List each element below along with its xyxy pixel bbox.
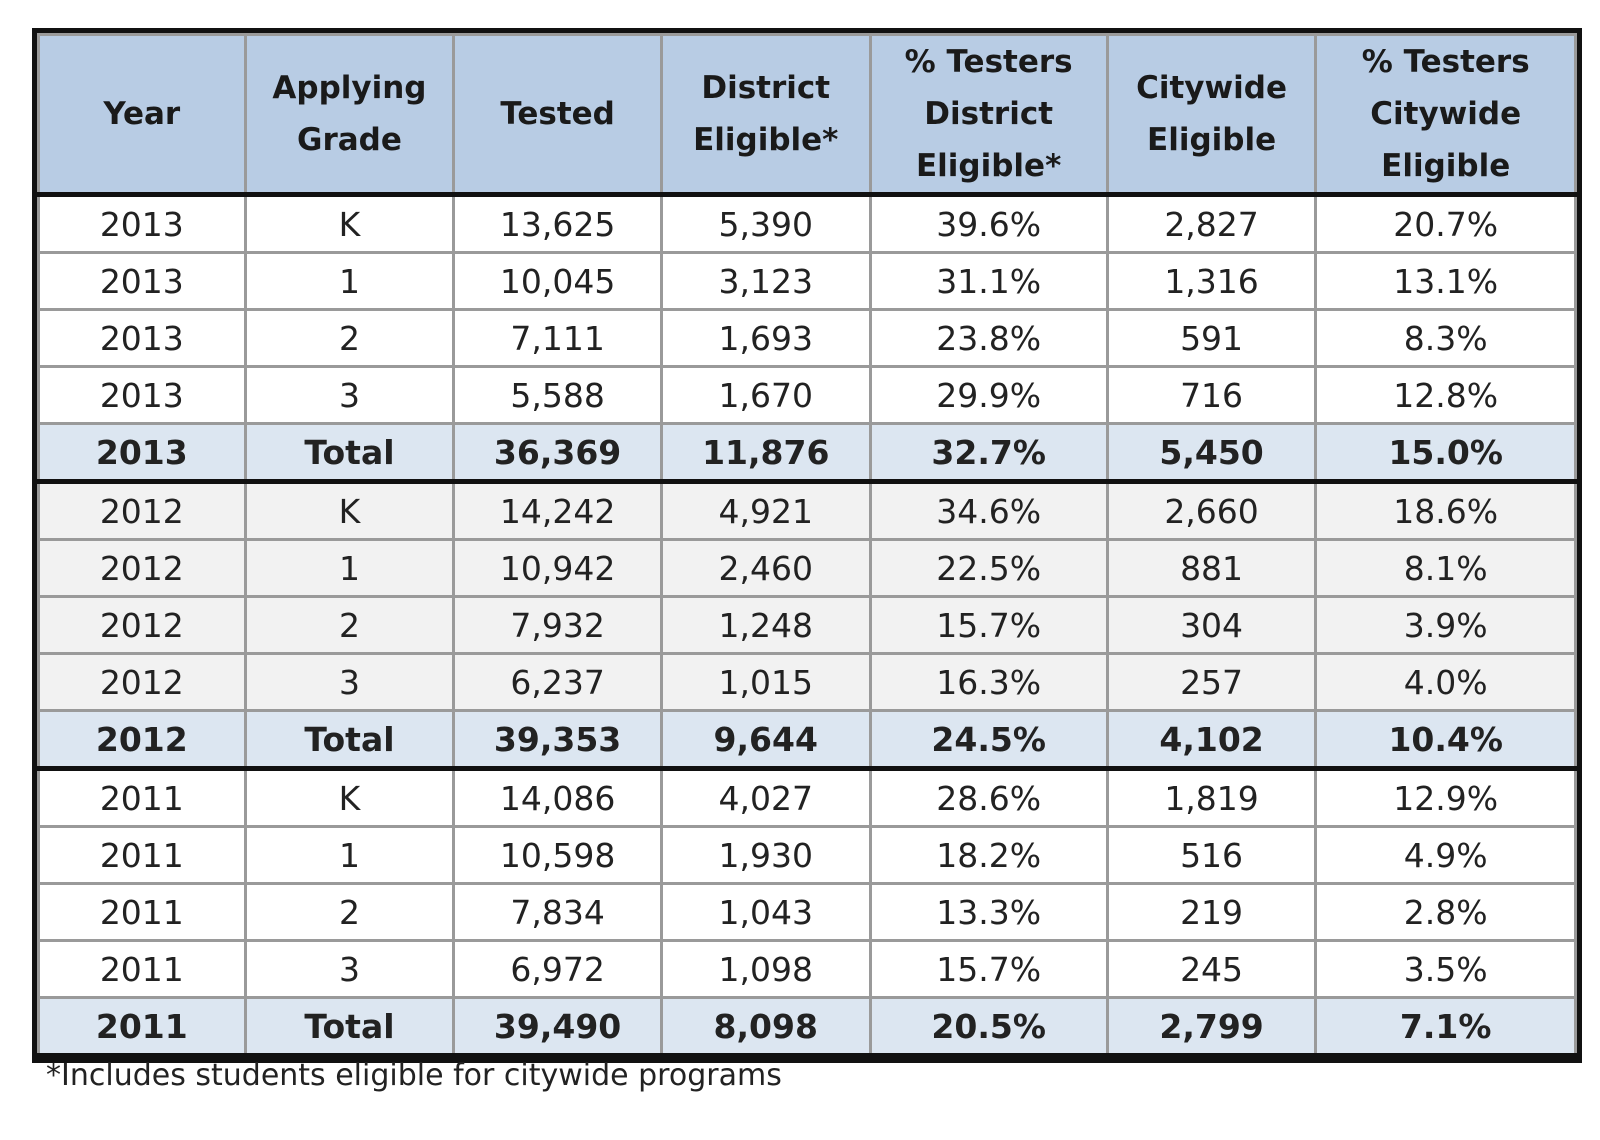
header-row	[39, 35, 1576, 195]
total-cell: 2012	[39, 711, 246, 769]
table-cell: 8.1%	[1316, 540, 1576, 597]
table-row	[39, 769, 1576, 827]
table-cell: 13.1%	[1316, 253, 1576, 310]
table-cell: 15.7%	[870, 597, 1107, 654]
total-cell: 39,490	[454, 998, 662, 1056]
table-cell: 257	[1107, 654, 1316, 711]
table-cell: 4,921	[661, 482, 870, 540]
header-tested: Tested	[454, 35, 662, 195]
table-cell: 1	[245, 827, 454, 884]
table-cell: 3	[245, 367, 454, 424]
table-cell: 15.7%	[870, 941, 1107, 998]
header-applying-grade: Applying Grade	[245, 35, 454, 195]
table-cell: 2013	[39, 367, 246, 424]
table-cell: 591	[1107, 310, 1316, 367]
table-cell: 881	[1107, 540, 1316, 597]
table-cell: 2,660	[1107, 482, 1316, 540]
table-cell: 2	[245, 597, 454, 654]
table-cell: 20.7%	[1316, 195, 1576, 253]
table-cell: K	[245, 769, 454, 827]
table-cell: 1,248	[661, 597, 870, 654]
table-cell: 1,043	[661, 884, 870, 941]
total-cell: 32.7%	[870, 424, 1107, 482]
total-cell: 9,644	[661, 711, 870, 769]
table-row	[39, 884, 1576, 941]
table-header	[39, 35, 1576, 195]
total-cell: 8,098	[661, 998, 870, 1056]
table-cell: 2	[245, 884, 454, 941]
table-cell: 39.6%	[870, 195, 1107, 253]
table-cell: 12.9%	[1316, 769, 1576, 827]
table-cell: 16.3%	[870, 654, 1107, 711]
table-row	[39, 195, 1576, 253]
table-cell: 2011	[39, 769, 246, 827]
table-row	[39, 253, 1576, 310]
results-table	[37, 33, 1577, 1058]
total-cell: 39,353	[454, 711, 662, 769]
table-cell: 3	[245, 654, 454, 711]
table-cell: 4.0%	[1316, 654, 1576, 711]
total-row	[39, 998, 1576, 1056]
table-cell: 5,390	[661, 195, 870, 253]
table-row	[39, 654, 1576, 711]
table-cell: 3	[245, 941, 454, 998]
table-cell: 10,942	[454, 540, 662, 597]
year-group-2012	[39, 482, 1576, 769]
table-cell: 1	[245, 540, 454, 597]
table-cell: 13,625	[454, 195, 662, 253]
year-group-2013	[39, 195, 1576, 482]
table-cell: 716	[1107, 367, 1316, 424]
total-cell: 5,450	[1107, 424, 1316, 482]
table-cell: 6,972	[454, 941, 662, 998]
table-cell: 23.8%	[870, 310, 1107, 367]
table-cell: 2011	[39, 941, 246, 998]
table-cell: 14,242	[454, 482, 662, 540]
table-cell: 2013	[39, 253, 246, 310]
table-row	[39, 310, 1576, 367]
table-cell: 2012	[39, 654, 246, 711]
table-cell: 2012	[39, 482, 246, 540]
table-cell: 7,111	[454, 310, 662, 367]
table-cell: 516	[1107, 827, 1316, 884]
total-row	[39, 711, 1576, 769]
table-cell: 7,834	[454, 884, 662, 941]
table-cell: 2012	[39, 597, 246, 654]
table-cell: 28.6%	[870, 769, 1107, 827]
table-cell: 8.3%	[1316, 310, 1576, 367]
table-cell: 4,027	[661, 769, 870, 827]
table-cell: 18.6%	[1316, 482, 1576, 540]
table-cell: K	[245, 482, 454, 540]
table-row	[39, 941, 1576, 998]
header-citywide-eligible: Citywide Eligible	[1107, 35, 1316, 195]
table-footnote: *Includes students eligible for citywide programs	[46, 1058, 782, 1093]
table-cell: 2013	[39, 310, 246, 367]
table-cell: 1	[245, 253, 454, 310]
table-cell: 2011	[39, 884, 246, 941]
table-cell: 219	[1107, 884, 1316, 941]
table-row	[39, 540, 1576, 597]
table-cell: 4.9%	[1316, 827, 1576, 884]
table-cell: 18.2%	[870, 827, 1107, 884]
total-cell: 36,369	[454, 424, 662, 482]
table-cell: 1,316	[1107, 253, 1316, 310]
table-row	[39, 482, 1576, 540]
table-cell: 6,237	[454, 654, 662, 711]
year-group-2011	[39, 769, 1576, 1056]
table-cell: 31.1%	[870, 253, 1107, 310]
table-cell: 22.5%	[870, 540, 1107, 597]
total-cell: Total	[245, 424, 454, 482]
table-cell: 1,930	[661, 827, 870, 884]
table-cell: 1,098	[661, 941, 870, 998]
header-pct-citywide-eligible: % Testers Citywide Eligible	[1316, 35, 1576, 195]
table-cell: 29.9%	[870, 367, 1107, 424]
table-cell: 3.9%	[1316, 597, 1576, 654]
table-cell: 304	[1107, 597, 1316, 654]
total-cell: 10.4%	[1316, 711, 1576, 769]
table-row	[39, 367, 1576, 424]
results-table-container	[32, 28, 1582, 1063]
table-cell: K	[245, 195, 454, 253]
table-cell: 2	[245, 310, 454, 367]
table-cell: 10,598	[454, 827, 662, 884]
table-cell: 3,123	[661, 253, 870, 310]
total-cell: 2013	[39, 424, 246, 482]
header-year: Year	[39, 35, 246, 195]
table-cell: 2.8%	[1316, 884, 1576, 941]
total-cell: 7.1%	[1316, 998, 1576, 1056]
total-cell: Total	[245, 998, 454, 1056]
table-cell: 2,827	[1107, 195, 1316, 253]
table-cell: 2011	[39, 827, 246, 884]
header-district-eligible: District Eligible*	[661, 35, 870, 195]
total-cell: 4,102	[1107, 711, 1316, 769]
total-cell: 2011	[39, 998, 246, 1056]
table-cell: 245	[1107, 941, 1316, 998]
table-cell: 13.3%	[870, 884, 1107, 941]
table-cell: 1,819	[1107, 769, 1316, 827]
table-cell: 2,460	[661, 540, 870, 597]
total-cell: 24.5%	[870, 711, 1107, 769]
header-pct-district-eligible: % Testers District Eligible*	[870, 35, 1107, 195]
table-cell: 1,015	[661, 654, 870, 711]
table-cell: 1,693	[661, 310, 870, 367]
table-cell: 1,670	[661, 367, 870, 424]
table-row	[39, 597, 1576, 654]
table-cell: 2013	[39, 195, 246, 253]
table-cell: 5,588	[454, 367, 662, 424]
table-cell: 3.5%	[1316, 941, 1576, 998]
table-cell: 2012	[39, 540, 246, 597]
total-cell: 20.5%	[870, 998, 1107, 1056]
table-cell: 14,086	[454, 769, 662, 827]
total-cell: 11,876	[661, 424, 870, 482]
total-cell: Total	[245, 711, 454, 769]
table-cell: 34.6%	[870, 482, 1107, 540]
total-cell: 15.0%	[1316, 424, 1576, 482]
table-cell: 10,045	[454, 253, 662, 310]
total-row	[39, 424, 1576, 482]
table-cell: 12.8%	[1316, 367, 1576, 424]
table-cell: 7,932	[454, 597, 662, 654]
table-row	[39, 827, 1576, 884]
total-cell: 2,799	[1107, 998, 1316, 1056]
